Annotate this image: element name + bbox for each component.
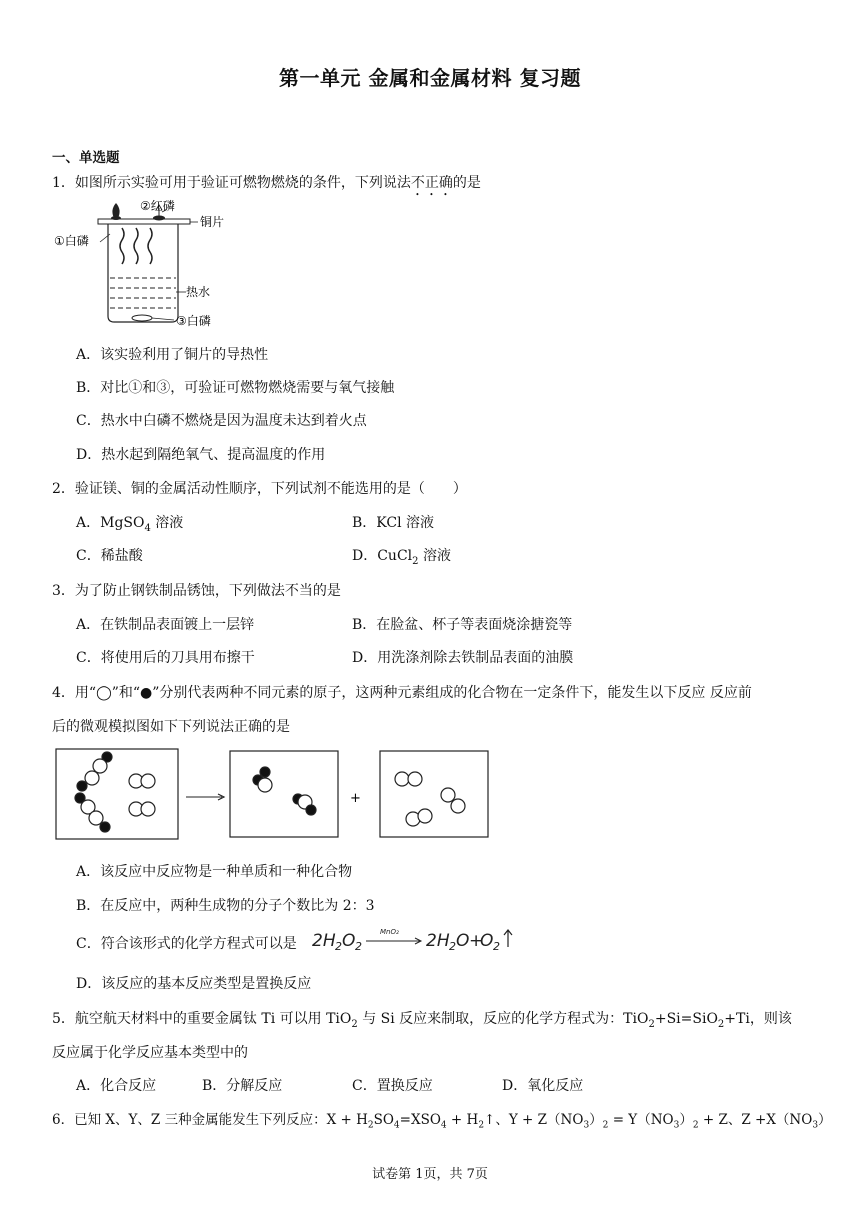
q6-s8: 2 — [692, 1120, 699, 1131]
q6-t2: SO — [373, 1112, 394, 1128]
question-3-stem: 3．为了防止钢铁制品锈蚀，下列做法不当的是 — [52, 583, 341, 599]
q6-t4: + H — [446, 1112, 479, 1128]
q5-text-4: +Ti，则该 — [724, 1011, 792, 1027]
catalyst-label: MnO₂ — [380, 928, 399, 936]
q6-s2: 4 — [393, 1120, 400, 1131]
label-white-phosphorus-1: ①白磷 — [54, 234, 89, 248]
q6-s6: 2 — [602, 1120, 609, 1131]
label-hot-water: 热水 — [186, 285, 211, 299]
svg-text:O: O — [342, 931, 356, 951]
q6-s9: 3 — [812, 1120, 819, 1131]
q1-option-b: B．对比①和③，可验证可燃物燃烧需要与氧气接触 — [76, 380, 395, 396]
svg-text:O: O — [456, 931, 470, 951]
label-red-phosphorus: ②红磷 — [140, 199, 175, 213]
q6-t9: + Z、Z +X（NO — [698, 1112, 813, 1128]
q4-option-c: C．符合该形式的化学方程式可以是 — [76, 936, 297, 952]
flame-icon — [112, 203, 119, 218]
q6-t5: ↑、Y + Z（NO — [484, 1112, 584, 1128]
q4-option-b: B．在反应中，两种生成物的分子个数比为 2：3 — [76, 898, 375, 914]
q6-s4: 2 — [478, 1120, 485, 1131]
q6-t1: 6．已知 X、Y、Z 三种金属能发生下列反应：X + H — [52, 1112, 368, 1128]
q1-beaker-figure — [52, 198, 232, 330]
svg-text:+: + — [469, 931, 484, 951]
q6-t6: ） — [589, 1112, 603, 1128]
q1-option-d: D．热水起到隔绝氧气、提高温度的作用 — [76, 447, 326, 463]
question-5-stem-line1 — [52, 1008, 792, 1030]
q2-d-sub: 2 — [412, 555, 419, 567]
q5-sub-3: 2 — [717, 1018, 725, 1030]
q4-option-a: A．该反应中反应物是一种单质和一种化合物 — [76, 864, 353, 880]
q2-a-sub: 4 — [144, 522, 151, 534]
q5-option-a: A．化合反应 — [76, 1078, 157, 1094]
q3-option-d: D．用洗涤剂除去铁制品表面的油膜 — [352, 650, 574, 666]
q1-emphasis: 不正确 — [410, 175, 453, 191]
q5-sub-2: 2 — [648, 1018, 655, 1030]
question-1-stem — [52, 172, 481, 199]
q2-a-post: 溶液 — [150, 515, 184, 531]
q1-option-a: A．该实验利用了铜片的导热性 — [76, 347, 269, 363]
svg-text:2: 2 — [493, 940, 500, 953]
q3-option-c: C．将使用后的刀具用布擦干 — [76, 650, 255, 666]
q5-text-2: 与 Si 反应来制取，反应的化学方程式为：TiO — [357, 1011, 649, 1027]
q2-option-c: C．稀盐酸 — [76, 548, 143, 564]
q5-option-b: B．分解反应 — [202, 1078, 283, 1094]
q2-a-text: A．MgSO — [76, 515, 145, 531]
q1-stem-b: 的是 — [452, 175, 481, 191]
q6-s5: 3 — [583, 1120, 590, 1131]
question-5-stem-line2: 反应属于化学反应基本类型中的 — [52, 1045, 248, 1061]
q4-molecule-diagram — [52, 745, 492, 843]
q5-text-3: +Si=SiO — [654, 1011, 718, 1027]
q5-option-d: D．氧化反应 — [502, 1078, 584, 1094]
q6-s1: 2 — [367, 1120, 374, 1131]
label-white-phosphorus-3: ③白磷 — [176, 314, 211, 328]
svg-text:2H: 2H — [312, 931, 336, 951]
q5-sub-1: 2 — [351, 1018, 358, 1030]
q1-stem-a: 1．如图所示实验可用于验证可燃物燃烧的条件，下列说法 — [52, 175, 411, 191]
q2-d-post: 溶液 — [418, 548, 451, 564]
q2-option-b: B．KCl 溶液 — [352, 515, 435, 531]
page-title: 第一单元 金属和金属材料 复习题 — [279, 66, 581, 90]
svg-text:2H: 2H — [426, 931, 450, 951]
q5-option-c: C．置换反应 — [352, 1078, 433, 1094]
q6-t8: ） — [679, 1112, 693, 1128]
q1-option-c: C．热水中白磷不燃烧是因为温度未达到着火点 — [76, 413, 367, 429]
q6-t10: ） — [818, 1112, 832, 1128]
question-4-stem-line2: 后的微观模拟图如下下列说法正确的是 — [52, 719, 290, 735]
q2-option-a — [76, 512, 183, 534]
q6-s3: 4 — [440, 1120, 447, 1131]
svg-text:2: 2 — [335, 940, 342, 953]
q3-option-b: B．在脸盆、杯子等表面烧涂搪瓷等 — [352, 617, 573, 633]
label-copper-plate: 铜片 — [200, 215, 225, 229]
section-heading: 一、单选题 — [52, 150, 120, 166]
q4-equation-image — [310, 925, 520, 955]
q3-option-a: A．在铁制品表面镀上一层锌 — [76, 617, 255, 633]
q2-option-d — [352, 545, 451, 567]
q6-t7: = Y（NO — [608, 1112, 674, 1128]
svg-text:O: O — [480, 931, 494, 951]
question-2-stem: 2．验证镁、铜的金属活动性顺序，下列试剂不能选用的是（ ） — [52, 481, 467, 497]
q2-d-text: D．CuCl — [352, 548, 413, 564]
q4-option-d: D．该反应的基本反应类型是置换反应 — [76, 976, 312, 992]
page-footer: 试卷第 1页，共 7页 — [372, 1167, 488, 1182]
question-6-stem — [52, 1108, 832, 1131]
q6-t3: =XSO — [399, 1112, 441, 1128]
q5-text-1: 5．航空航天材料中的重要金属钛 Ti 可以用 TiO — [52, 1011, 352, 1027]
svg-text:2: 2 — [449, 940, 456, 953]
svg-text:2: 2 — [355, 940, 362, 953]
plus-sign: + — [350, 791, 361, 806]
question-4-stem-line1: 4．用“◯”和“●”分别代表两种不同元素的原子，这两种元素组成的化合物在一定条件下，能发生以下反应 反应前 — [52, 685, 752, 701]
q6-s7: 3 — [673, 1120, 680, 1131]
